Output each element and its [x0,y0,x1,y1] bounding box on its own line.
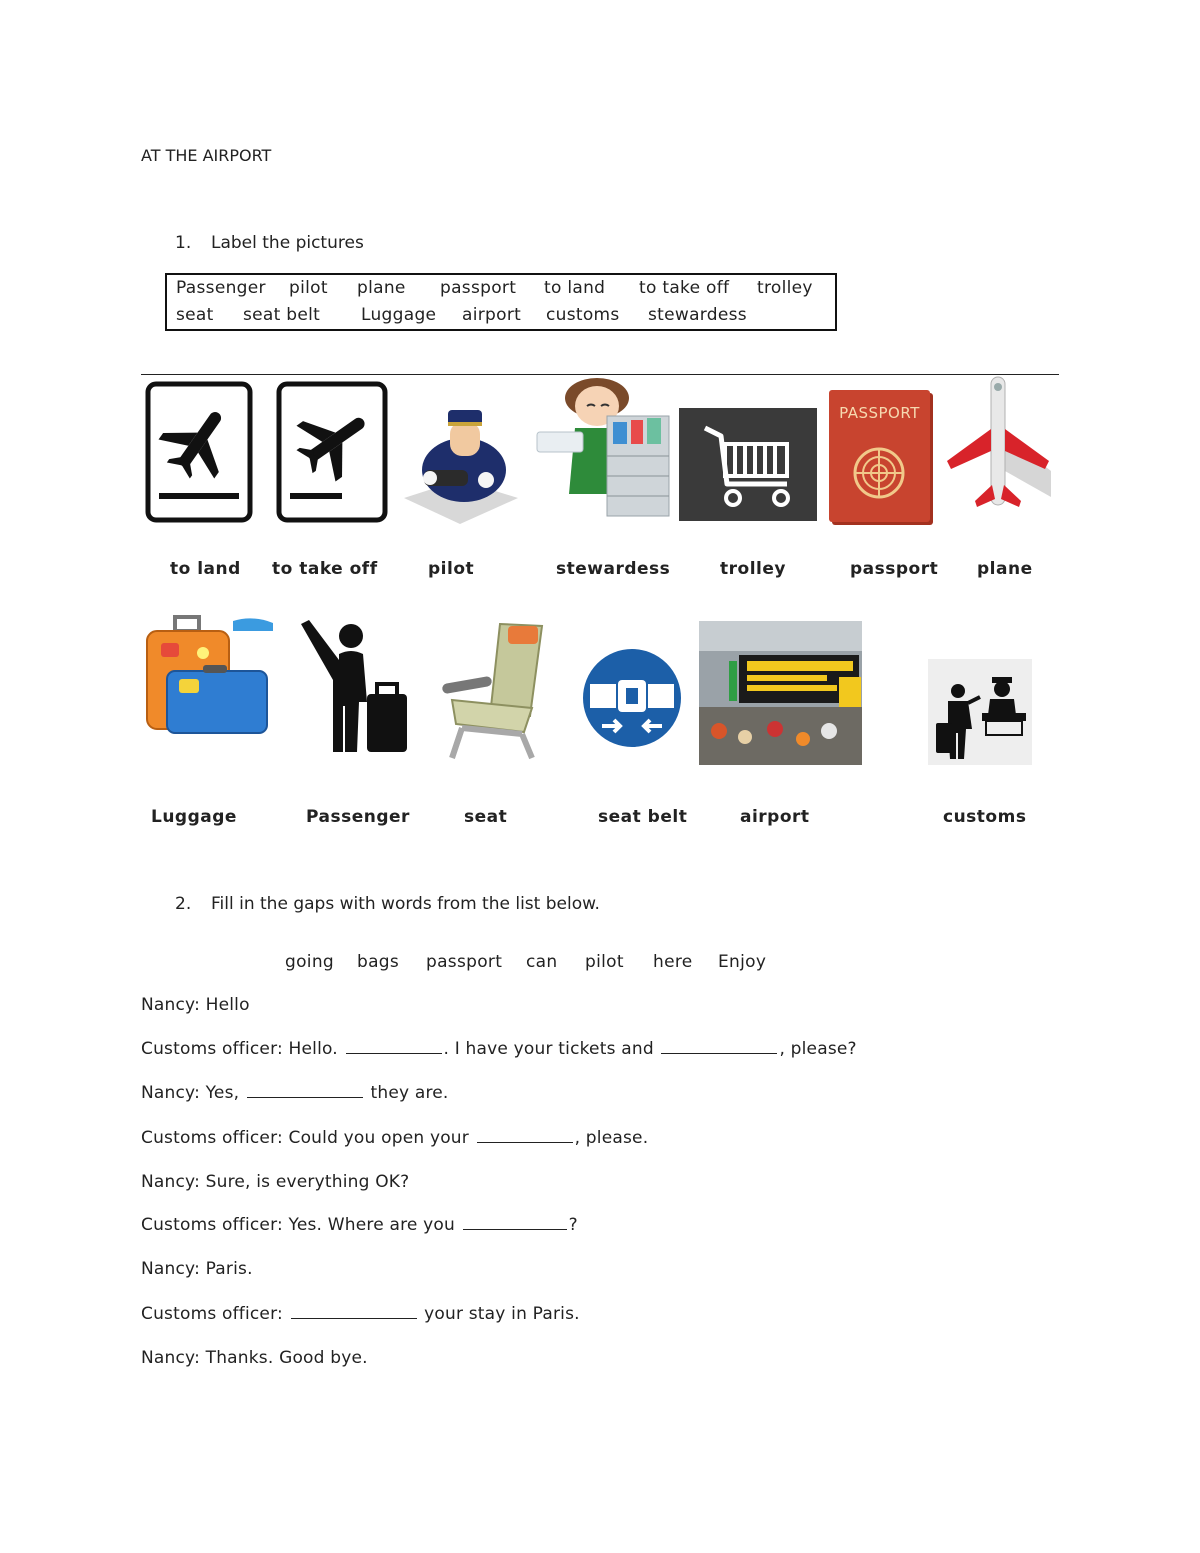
wordbox-word: to take off [639,278,730,298]
dialogue-line [141,1304,580,1324]
wordbox-word: plane [357,278,406,298]
dialogue-line [141,1039,857,1059]
dialogue-text: Nancy: Thanks. Good bye. [141,1348,368,1368]
wordbox-word: airport [462,305,522,325]
section2-heading [175,894,600,914]
takeoff-sign-icon [276,381,388,523]
dialogue-line [141,1083,449,1103]
passport-icon [829,390,930,522]
un-emblem-icon [848,442,910,504]
dialogue-line [141,1259,253,1279]
dialogue-text: Nancy: Sure, is everything OK? [141,1172,410,1192]
plane-icon [945,375,1055,511]
seat-belt-icon [580,640,684,756]
section2-number: 2. [175,894,192,914]
picture-label: seat belt [598,807,688,827]
wordbox-word: passport [440,278,517,298]
word-list-item: passport [426,952,503,972]
picture-label: to land [170,559,241,579]
dialogue-text: your stay in Paris. [418,1304,580,1324]
trolley-icon [679,408,817,521]
wordbox-word: Luggage [361,305,437,325]
dialogue-text: ? [568,1215,578,1235]
wordbox-word: to land [544,278,606,298]
pilot-figure-icon [394,400,526,526]
wordbox-word: seat belt [243,305,321,325]
dialogue-line [141,995,250,1015]
section2-instruction: Fill in the gaps with words from the list below. [211,894,600,914]
section1-instruction: Label the pictures [211,233,364,253]
picture-label: Passenger [306,807,410,827]
customs-icon [928,659,1032,765]
dialogue-line [141,1128,648,1148]
answer-gap[interactable] [346,1039,442,1054]
picture-label: seat [464,807,508,827]
dialogue-text: Nancy: Hello [141,995,250,1015]
picture-label: to take off [272,559,378,579]
wordbox-word: Passenger [176,278,266,298]
wordbox-word: seat [176,305,214,325]
answer-gap[interactable] [477,1128,573,1143]
word-list-item: Enjoy [718,952,767,972]
word-list-item: bags [357,952,400,972]
dialogue-text: , please? [779,1039,857,1059]
divider-line [141,374,1059,375]
stewardess-figure-icon [535,376,671,524]
dialogue-text: Customs officer: Yes. Where are you [141,1215,461,1235]
word-list-item: can [526,952,558,972]
section1-heading [175,233,364,253]
word-list-item: here [653,952,693,972]
luggage-icon [143,613,277,738]
passenger-icon [297,620,411,754]
passport-cover-text: PASSPORT [839,404,920,422]
airport-photo-icon [699,621,862,765]
dialogue-text: Nancy: Paris. [141,1259,253,1279]
dialogue-text: Nancy: Yes, [141,1083,245,1103]
dialogue-text: , please. [574,1128,649,1148]
answer-gap[interactable] [463,1215,567,1230]
dialogue-text: they are. [364,1083,449,1103]
answer-gap[interactable] [291,1304,417,1319]
picture-label: airport [740,807,810,827]
landing-sign-icon [145,381,253,523]
dialogue-text: . I have your tickets and [443,1039,660,1059]
answer-gap[interactable] [247,1083,363,1098]
dialogue-text: Customs officer: Could you open your [141,1128,475,1148]
picture-label: trolley [720,559,786,579]
picture-label: passport [850,559,939,579]
wordbox-word: pilot [289,278,328,298]
picture-label: stewardess [556,559,671,579]
wordbox-word: stewardess [648,305,747,325]
dialogue-text: Customs officer: [141,1304,289,1324]
section1-number: 1. [175,233,192,253]
answer-gap[interactable] [661,1039,777,1054]
picture-label: customs [943,807,1027,827]
wordbox-word: trolley [757,278,813,298]
word-list-item: going [285,952,334,972]
page-title: AT THE AIRPORT [141,146,272,165]
dialogue-text: Customs officer: Hello. [141,1039,344,1059]
picture-label: Luggage [151,807,237,827]
picture-label: pilot [428,559,475,579]
dialogue-line [141,1348,368,1368]
dialogue-line [141,1215,578,1235]
seat-icon [432,620,548,762]
wordbox-word: customs [546,305,620,325]
picture-label: plane [977,559,1033,579]
word-list-item: pilot [585,952,624,972]
dialogue-line [141,1172,409,1192]
